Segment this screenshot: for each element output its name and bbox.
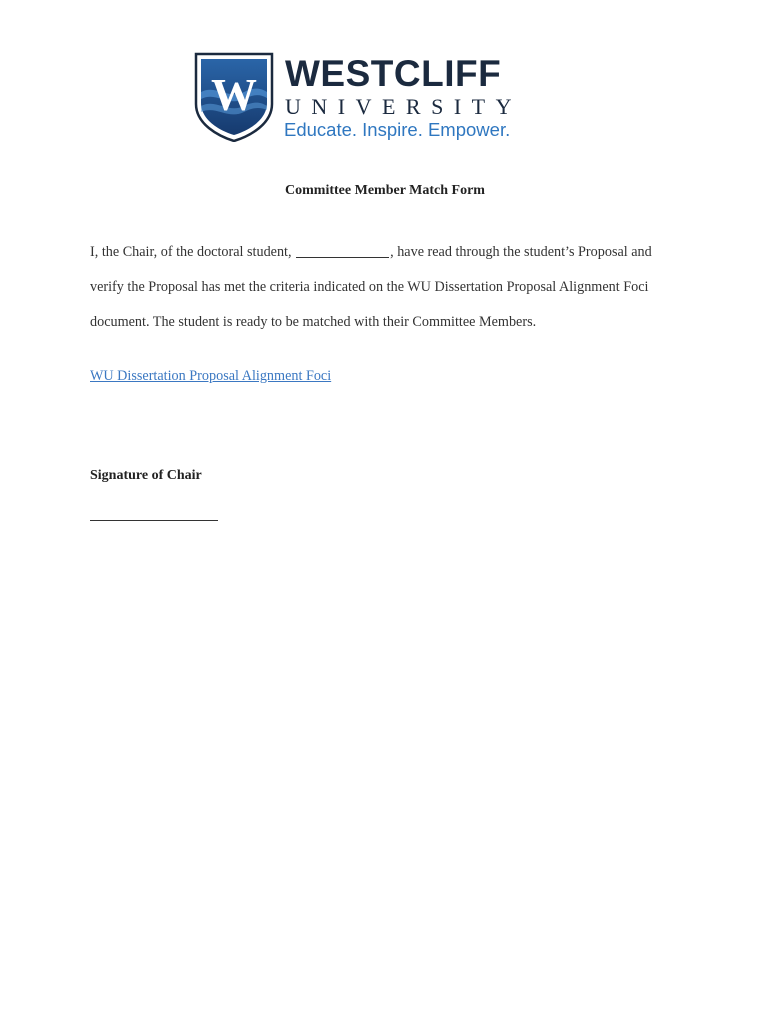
alignment-foci-link[interactable]: WU Dissertation Proposal Alignment Foci [90, 368, 332, 384]
logo-name-line2: UNIVERSITY [285, 94, 522, 119]
logo-tagline: Educate. Inspire. Empower. [284, 119, 511, 140]
paragraph-line-3: document. The student is ready to be matched with their Committee Members. [90, 314, 537, 330]
form-title: Committee Member Match Form [285, 183, 485, 198]
westcliff-logo [194, 52, 539, 144]
paragraph-line-1-start: I, the Chair, of the doctoral student, [90, 244, 296, 260]
paragraph-line-1-end: , have read through the student’s Proposal and [390, 244, 652, 260]
paragraph-line-1 [90, 242, 652, 262]
paragraph-line-2: verify the Proposal has met the criteria indicated on the WU Dissertation Proposal Alignment Foci [90, 279, 649, 295]
shield-icon [194, 52, 274, 142]
signature-line[interactable] [90, 520, 218, 521]
student-name-blank[interactable] [296, 256, 389, 258]
signature-label: Signature of Chair [90, 468, 202, 483]
shield-letter: W [211, 69, 257, 120]
logo-name-line1: WESTCLIFF [285, 53, 502, 94]
